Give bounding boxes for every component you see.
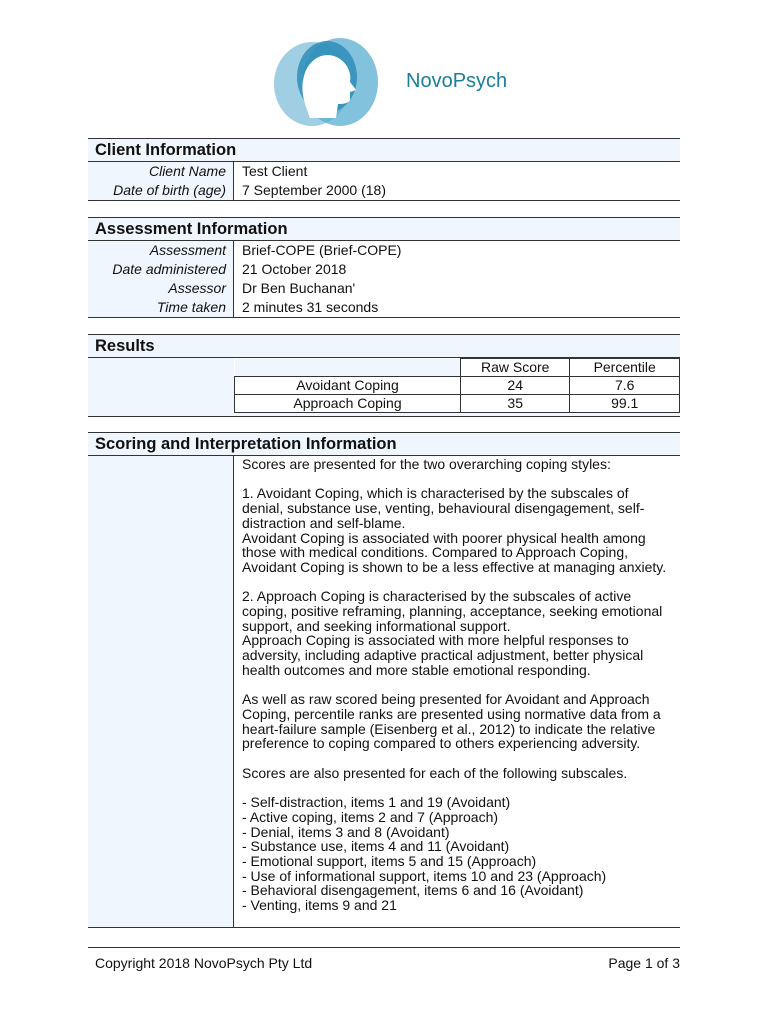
- result-percentile-cell: 7.6: [570, 377, 680, 395]
- assessment-information-heading: Assessment Information: [88, 217, 680, 241]
- result-name-cell: Avoidant Coping: [235, 377, 461, 395]
- brand-name: NovoPsych: [406, 70, 508, 92]
- footer-divider: [88, 947, 680, 948]
- scoring-heading: Scoring and Interpretation Information: [88, 432, 680, 456]
- result-name-cell: Approach Coping: [235, 395, 461, 413]
- assessment-information-section: [88, 217, 680, 318]
- scoring-label-column: [88, 456, 234, 927]
- raw-score-header: Raw Score: [461, 359, 570, 377]
- assessor-value: Dr Ben Buchanan': [242, 280, 356, 296]
- results-blank-cell: [235, 359, 461, 377]
- results-heading: Results: [88, 334, 680, 358]
- date-administered-label: Date administered: [88, 260, 234, 279]
- scoring-section: [88, 432, 680, 928]
- assessor-row: [88, 279, 680, 298]
- assessment-row: [88, 241, 680, 260]
- date-administered-value: 21 October 2018: [242, 261, 347, 277]
- novopsych-logo: [270, 32, 385, 132]
- time-taken-row: [88, 298, 680, 318]
- time-taken-label: Time taken: [88, 298, 234, 317]
- client-name-row: [88, 162, 680, 181]
- results-header-row: [235, 359, 680, 377]
- client-information-heading: Client Information: [88, 138, 680, 162]
- date-of-birth-value: 7 September 2000 (18): [242, 182, 386, 198]
- table-row: [235, 377, 680, 395]
- client-information-section: [88, 138, 680, 201]
- results-table-area: [88, 358, 680, 417]
- result-raw-cell: 24: [461, 377, 570, 395]
- assessor-label: Assessor: [88, 279, 234, 298]
- footer-copyright: Copyright 2018 NovoPsych Pty Ltd: [95, 955, 313, 971]
- assessment-value: Brief-COPE (Brief-COPE): [242, 242, 402, 258]
- table-row: [235, 395, 680, 413]
- date-of-birth-row: [88, 181, 680, 201]
- date-of-birth-label: Date of birth (age): [88, 181, 234, 200]
- percentile-header: Percentile: [570, 359, 680, 377]
- result-percentile-cell: 99.1: [570, 395, 680, 413]
- results-table: [234, 358, 680, 413]
- client-name-label: Client Name: [88, 162, 234, 181]
- result-raw-cell: 35: [461, 395, 570, 413]
- scoring-text: Scores are presented for the two overarching coping styles: 1. Avoidant Coping, which is characterised by the subscales of denial, substance use, venting, behavioural disengagement, self-distraction and self-blame. Avoidant Coping is associated with poorer physical health among those with medical conditions. Compared to Approach Coping, Avoidant Coping is shown to be a less effective at managing anxiety. 2. Approach Coping is characterised by the subscales of active coping, positive reframing, planning, acceptance, seeking emotional support, and seeking informational support. Approach Coping is associated with more helpful responses to adversity, including adaptive practical adjustment, better physical health outcomes and more stable emotional responding. As well as raw scored being presented for Avoidant and Approach Coping, percentile ranks are presented using normative data from a heart-failure sample (Eisenberg et al., 2012) to indicate the relative preference to coping compared to others experiencing adversity. Scores are also presented for each of the following subscales. - Self-distraction, items 1 and 19 (Avoidant) - Active coping, items 2 and 7 (Approach) - Denial, items 3 and 8 (Avoidant) - Substance use, items 4 and 11 (Avoidant) - Emotional support, items 5 and 15 (Approach) - Use of informational support, items 10 and 23 (Approach) - Behavioral disengagement, items 6 and 16 (Avoidant) - Venting, items 9 and 21: [242, 456, 667, 914]
- client-name-value: Test Client: [242, 163, 308, 179]
- results-section: [88, 334, 680, 417]
- footer-page-number: Page 1 of 3: [608, 955, 680, 971]
- date-administered-row: [88, 260, 680, 279]
- assessment-label: Assessment: [88, 241, 234, 260]
- scoring-body: [88, 456, 680, 928]
- time-taken-value: 2 minutes 31 seconds: [242, 299, 379, 315]
